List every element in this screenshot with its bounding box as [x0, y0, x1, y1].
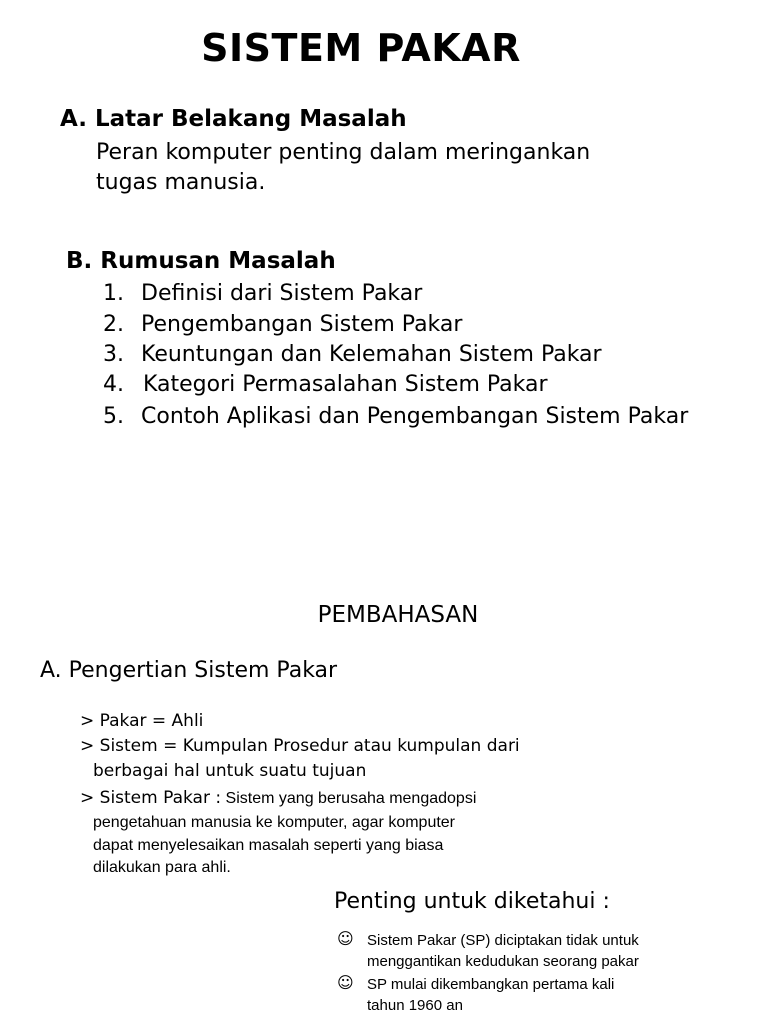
- list-item-number: 3.: [103, 342, 124, 367]
- list-item-text: Kategori Permasalahan Sistem Pakar: [143, 372, 548, 397]
- definition-sistem-line-2: berbagai hal untuk suatu tujuan: [93, 761, 367, 781]
- bullet-2-line-1: SP mulai dikembangkan pertama kali: [367, 976, 615, 993]
- page-title: SISTEM PAKAR: [201, 26, 521, 70]
- list-item-text: Contoh Aplikasi dan Pengembangan Sistem Pakar: [141, 404, 689, 429]
- section-a-heading: A. Latar Belakang Masalah: [60, 106, 407, 132]
- list-item-text: Pengembangan Sistem Pakar: [141, 312, 463, 337]
- smiley-icon: ☺: [337, 973, 354, 992]
- list-item: [103, 281, 422, 306]
- definition-pakar: > Pakar = Ahli: [80, 711, 204, 731]
- list-item: [103, 404, 688, 429]
- definition-sistem-pakar-line-4: dilakukan para ahli.: [93, 859, 231, 876]
- penting-heading: Penting untuk diketahui :: [334, 889, 610, 914]
- list-item-number: 5.: [103, 404, 124, 429]
- bullet-2-line-2: tahun 1960 an: [367, 997, 463, 1014]
- list-item: [103, 372, 548, 397]
- bullet-1-line-1: Sistem Pakar (SP) diciptakan tidak untuk: [367, 932, 639, 949]
- section-a-line-1: Peran komputer penting dalam meringankan: [96, 140, 591, 165]
- definition-sistem-pakar-line-1: [80, 786, 476, 811]
- list-item-text: Definisi dari Sistem Pakar: [141, 281, 423, 306]
- definition-sistem-pakar-line-2: pengetahuan manusia ke komputer, agar komputer: [93, 814, 456, 831]
- pengertian-heading: A. Pengertian Sistem Pakar: [40, 658, 338, 683]
- section-a-line-2: tugas manusia.: [96, 170, 266, 195]
- list-item: [103, 312, 462, 337]
- list-item-text: Keuntungan dan Kelemahan Sistem Pakar: [141, 342, 602, 367]
- smiley-icon: ☺: [337, 929, 354, 948]
- definition-sistem-line-1: > Sistem = Kumpulan Prosedur atau kumpulan dari: [80, 736, 520, 756]
- list-item-number: 4.: [103, 372, 124, 397]
- list-item: [103, 342, 602, 367]
- definition-sistem-pakar-lead: > Sistem Pakar :: [80, 788, 222, 808]
- bullet-1-line-2: menggantikan kedudukan seorang pakar: [367, 953, 639, 970]
- definition-sistem-pakar-line-3: dapat menyelesaikan masalah seperti yang biasa: [93, 837, 444, 854]
- list-item-number: 1.: [103, 281, 124, 306]
- definition-sistem-pakar-text: Sistem yang berusaha mengadopsi: [221, 790, 477, 807]
- section-b-heading: B. Rumusan Masalah: [66, 248, 336, 274]
- list-item-number: 2.: [103, 312, 124, 337]
- pembahasan-heading: PEMBAHASAN: [317, 602, 479, 628]
